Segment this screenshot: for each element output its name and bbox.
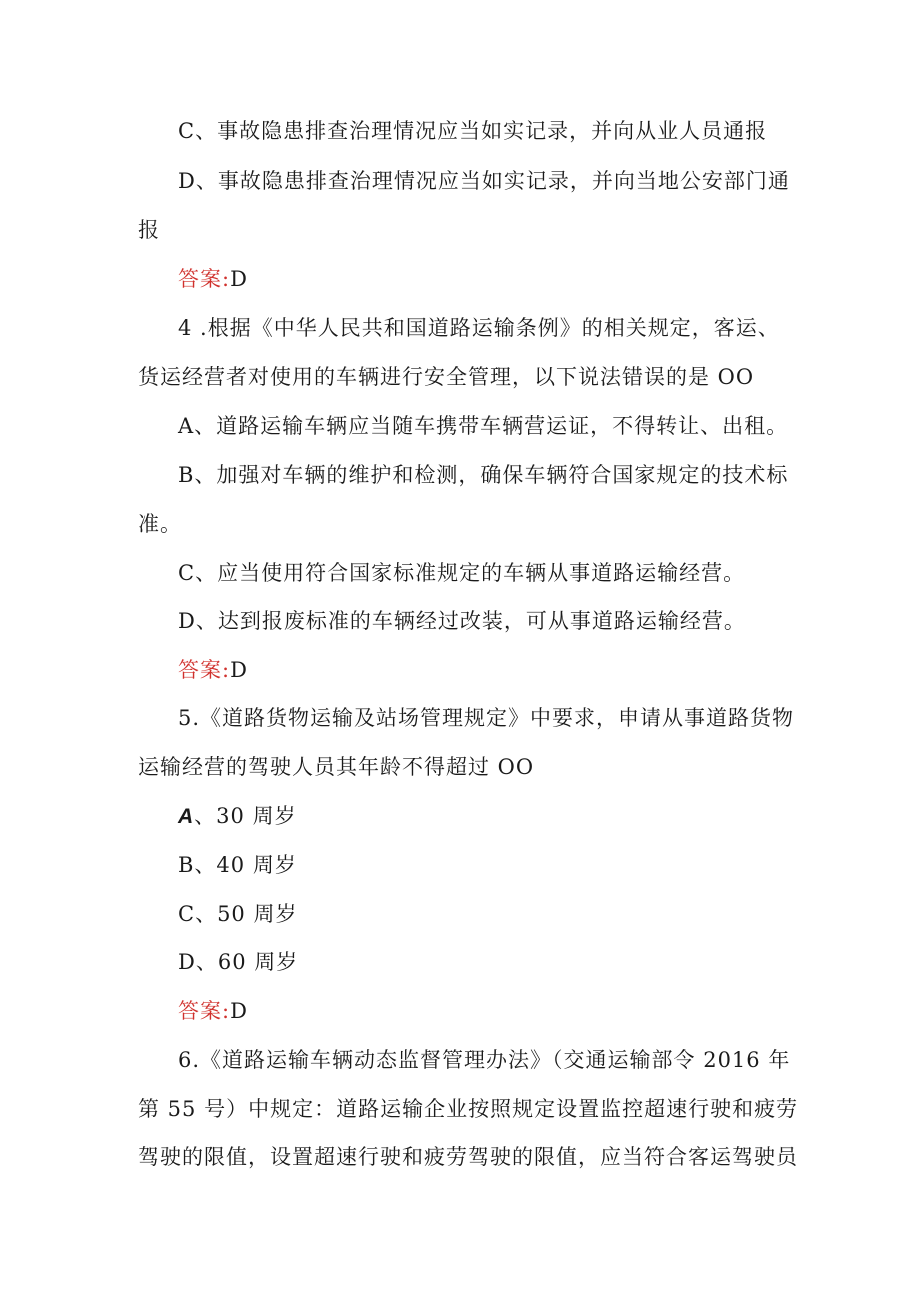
q6-stem-line2: 第 55 号）中规定：道路运输企业按照规定设置监控超速行驶和疲劳: [138, 1097, 799, 1121]
q3-option-c: C、事故隐患排查治理情况应当如实记录，并向从业人员通报: [178, 119, 768, 143]
q4-stem-line2: 货运经营者对使用的车辆进行安全管理，以下说法错误的是 OO: [138, 365, 755, 389]
q3-answer: [178, 264, 248, 294]
answer-value: D: [230, 999, 248, 1023]
q4-option-a: A、道路运输车辆应当随车携带车辆营运证，不得转让、出租。: [178, 414, 789, 438]
q5-option-a: [178, 801, 297, 832]
q6-stem-line3: 驾驶的限值，设置超速行驶和疲劳驾驶的限值，应当符合客运驾驶员: [138, 1145, 798, 1169]
q5-option-c: C、50 周岁: [178, 902, 298, 926]
q4-stem-line1: 4 .根据《中华人民共和国道路运输条例》的相关规定，客运、: [178, 316, 780, 340]
answer-label: 答案:: [178, 267, 231, 291]
q4-option-c: C、应当使用符合国家标准规定的车辆从事道路运输经营。: [178, 561, 746, 585]
q6-stem-line1: 6.《道路运输车辆动态监督管理办法》（交通运输部令 2016 年: [178, 1048, 791, 1072]
q5-answer: [178, 996, 248, 1026]
option-a-text: 、30 周岁: [194, 804, 297, 828]
q3-option-d-line1: D、事故隐患排查治理情况应当如实记录，并向当地公安部门通: [178, 169, 790, 193]
answer-value: D: [230, 658, 248, 682]
q3-option-d-line2: 报: [138, 218, 160, 242]
q5-option-d: D、60 周岁: [178, 950, 299, 974]
q5-stem-line2: 运输经营的驾驶人员其年龄不得超过 OO: [138, 755, 535, 779]
q5-option-b: B、40 周岁: [178, 853, 297, 877]
q4-option-b-line1: B、加强对车辆的维护和检测，确保车辆符合国家规定的技术标: [178, 463, 789, 487]
q4-answer: [178, 655, 248, 685]
answer-label: 答案:: [178, 999, 231, 1023]
answer-label: 答案:: [178, 658, 231, 682]
q5-stem-line1: 5.《道路货物运输及站场管理规定》中要求，申请从事道路货物: [178, 706, 795, 730]
answer-value: D: [230, 267, 248, 291]
option-a-letter: A: [178, 805, 195, 828]
q4-option-d: D、达到报废标准的车辆经过改装，可从事道路运输经营。: [178, 609, 746, 633]
q4-option-b-line2: 准。: [138, 512, 182, 536]
